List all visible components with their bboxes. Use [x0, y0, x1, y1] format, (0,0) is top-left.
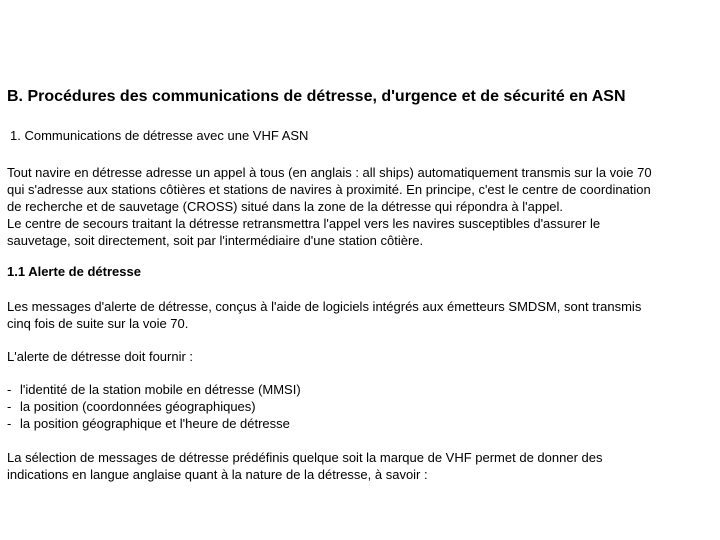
paragraph-line: cinq fois de suite sur la voie 70.	[7, 316, 189, 331]
paragraph-line: Tout navire en détresse adresse un appel à tous (en anglais : all ships) automatiquement transmis sur la voie 70	[7, 165, 652, 180]
list-item-text: la position (coordonnées géographiques)	[20, 399, 256, 414]
must-provide-paragraph	[7, 348, 715, 365]
intro-paragraph	[7, 164, 715, 249]
subsection-title: 1. Communications de détresse avec une VHF ASN	[10, 128, 309, 143]
paragraph-line: indications en langue anglaise quant à la nature de la détresse, à savoir :	[7, 467, 428, 482]
paragraph-line: sauvetage, soit directement, soit par l'intermédiaire d'une station côtière.	[7, 233, 424, 248]
alert-paragraph	[7, 298, 715, 332]
selection-paragraph	[7, 449, 715, 483]
list-item-text: l'identité de la station mobile en détresse (MMSI)	[20, 382, 301, 397]
list-item	[7, 415, 301, 432]
list-marker: -	[7, 382, 12, 397]
list-item	[7, 398, 301, 415]
list-item	[7, 381, 301, 398]
paragraph-line: qui s'adresse aux stations côtières et stations de navires à proximité. En principe, c'est le centre de coordination	[7, 182, 651, 197]
alert-heading: 1.1 Alerte de détresse	[7, 264, 141, 279]
paragraph-line: L'alerte de détresse doit fournir :	[7, 349, 194, 364]
paragraph-line: Le centre de secours traitant la détresse retransmettra l'appel vers les navires susceptibles d'assurer le	[7, 216, 601, 231]
list-item-text: la position géographique et l'heure de détresse	[20, 416, 290, 431]
list-marker: -	[7, 399, 12, 414]
alert-contents-list	[7, 381, 301, 432]
paragraph-line: La sélection de messages de détresse prédéfinis quelque soit la marque de VHF permet de donner des	[7, 450, 603, 465]
paragraph-line: Les messages d'alerte de détresse, conçus à l'aide de logiciels intégrés aux émetteurs SMDSM, sont transmis	[7, 299, 642, 314]
list-marker: -	[7, 416, 12, 431]
section-title: B. Procédures des communications de détresse, d'urgence et de sécurité en ASN	[7, 88, 626, 105]
paragraph-line: de recherche et de sauvetage (CROSS) situé dans la zone de la détresse qui répondra à l'appel.	[7, 199, 564, 214]
